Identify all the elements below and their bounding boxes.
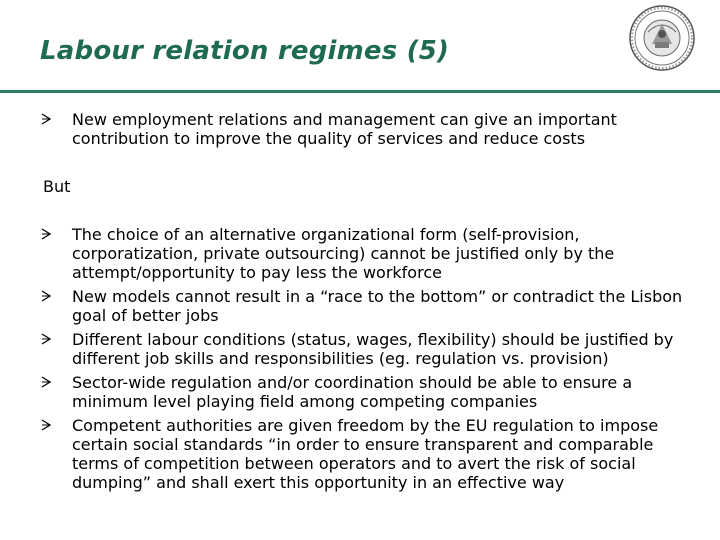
bullet-text: Different labour conditions (status, wages, flexibility) should be justified by different job skills and responsibilities (eg. regulation vs. provision) (72, 330, 674, 368)
list-item (0, 330, 720, 368)
arrowhead-bullet-icon (41, 113, 51, 125)
list-item (0, 225, 720, 282)
arrowhead-bullet-icon (41, 290, 51, 302)
main-bullet-list (0, 225, 720, 497)
bullet-text: Competent authorities are given freedom by the EU regulation to impose certain social standards “in order to ensure transparent and comparable terms of competition between operators and to avert the risk of social dumping” and shall exert this opportunity in an effective way (72, 416, 659, 492)
list-item (0, 287, 720, 325)
connector-text: But (43, 177, 71, 196)
title-divider (0, 90, 720, 93)
arrowhead-bullet-icon (41, 376, 51, 388)
bullet-text: New employment relations and management can give an important contribution to improve the quality of services and reduce costs (72, 110, 617, 148)
bullet-text: New models cannot result in a “race to the bottom” or contradict the Lisbon goal of better jobs (72, 287, 683, 325)
university-seal-icon (628, 4, 696, 72)
arrowhead-bullet-icon (41, 333, 51, 345)
bullet-text: Sector-wide regulation and/or coordination should be able to ensure a minimum level playing field among competing companies (72, 373, 633, 411)
intro-list (0, 110, 720, 148)
bullet-text: The choice of an alternative organizational form (self-provision, corporatization, private outsourcing) cannot be justified only by the attempt/opportunity to pay less the workforce (72, 225, 615, 282)
arrowhead-bullet-icon (41, 228, 51, 240)
arrowhead-bullet-icon (41, 419, 51, 431)
list-item (0, 373, 720, 411)
list-item (0, 416, 720, 492)
slide-title: Labour relation regimes (5) (40, 36, 450, 66)
list-item (0, 110, 720, 148)
